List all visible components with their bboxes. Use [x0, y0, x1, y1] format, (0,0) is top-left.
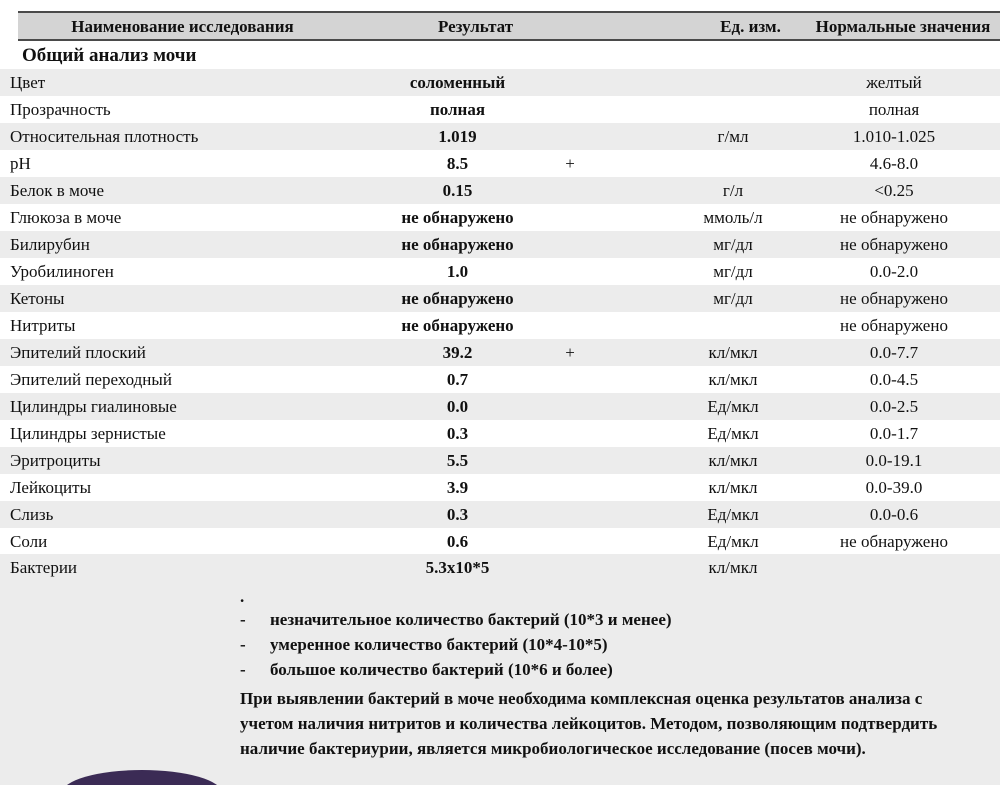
cell-name: Бактерии	[10, 558, 78, 577]
cell-name: Эритроциты	[10, 451, 101, 470]
cell-name: Лейкоциты	[10, 478, 91, 497]
note-paragraph: При выявлении бактерий в моче необходима комплексная оценка результатов анализа с учетом наличия нитритов и количества лейкоцитов. Методом, позволяющим подтвердить наличие бактериурии, является микробиологическое исследование (посев мочи).	[240, 689, 938, 758]
cell-result: 1.0	[446, 262, 469, 281]
table-row	[0, 474, 1000, 501]
cell-name: pH	[10, 154, 31, 173]
bullet-marker: -	[240, 660, 246, 679]
column-header-name: Наименование исследования	[71, 17, 294, 36]
list-item-label: большое количество бактерий (10*6 и более)	[270, 660, 613, 679]
cell-norm: 0.0-19.1	[865, 451, 923, 470]
cell-norm: 0.0-2.5	[869, 397, 919, 416]
cell-result: 0.0	[446, 397, 469, 416]
cell-norm: 4.6-8.0	[869, 154, 919, 173]
table-header-row	[18, 11, 1000, 41]
bacteria-note-block	[0, 554, 1000, 785]
table-row	[0, 528, 1000, 555]
cell-result: не обнаружено	[401, 316, 514, 335]
cell-name: Цилиндры зернистые	[10, 424, 166, 443]
cell-units: Ед/мкл	[707, 397, 759, 416]
cell-flag	[540, 447, 600, 474]
table-row	[0, 285, 1000, 312]
cell-result: 1.019	[438, 127, 477, 146]
table-row	[0, 150, 1000, 177]
table-row	[0, 96, 1000, 123]
cell-result: 0.7	[446, 370, 469, 389]
list-item	[240, 657, 980, 682]
note-leading-dot: .	[240, 587, 245, 606]
cell-name: Соли	[10, 532, 48, 551]
table-row	[0, 312, 1000, 339]
cell-norm: не обнаружено	[840, 208, 948, 227]
cell-units: кл/мкл	[708, 343, 758, 362]
cell-name: Нитриты	[10, 316, 76, 335]
cell-units: кл/мкл	[708, 558, 758, 577]
cell-norm: 0.0-1.7	[869, 424, 919, 443]
table-row	[0, 204, 1000, 231]
cell-norm: 1.010-1.025	[852, 127, 936, 146]
cell-result: 5.3x10*5	[425, 558, 490, 577]
cell-flag: +	[565, 343, 575, 362]
table-row	[0, 393, 1000, 420]
cell-units	[668, 312, 798, 339]
cell-flag	[540, 474, 600, 501]
cell-name: Белок в моче	[10, 181, 104, 200]
table-row	[0, 123, 1000, 150]
cell-flag	[540, 554, 600, 581]
table-row	[0, 501, 1000, 528]
section-title: Общий анализ мочи	[22, 45, 197, 66]
cell-flag	[540, 285, 600, 312]
cell-name: Цилиндры гиалиновые	[10, 397, 177, 416]
cell-norm: не обнаружено	[840, 289, 948, 308]
cell-result: 3.9	[446, 478, 469, 497]
bullet-marker: -	[240, 635, 246, 654]
cell-flag	[540, 69, 600, 96]
cell-norm: 0.0-4.5	[869, 370, 919, 389]
cell-result: 0.6	[446, 532, 469, 551]
cell-result: не обнаружено	[401, 208, 514, 227]
cell-name: Слизь	[10, 505, 54, 524]
table-row	[0, 258, 1000, 285]
cell-norm: 0.0-39.0	[865, 478, 923, 497]
cell-norm: желтый	[866, 73, 922, 92]
cell-flag	[540, 312, 600, 339]
cell-flag: +	[565, 154, 575, 173]
table-row	[0, 420, 1000, 447]
cell-norm: 0.0-0.6	[869, 505, 919, 524]
table-row-bacteria	[0, 554, 1000, 581]
cell-flag	[540, 366, 600, 393]
cell-flag	[540, 177, 600, 204]
cell-flag	[540, 420, 600, 447]
cell-units: г/мл	[717, 127, 749, 146]
cell-units: г/л	[722, 181, 744, 200]
cell-result: 39.2	[442, 343, 473, 362]
cell-units: мг/дл	[713, 235, 753, 254]
cell-units: Ед/мкл	[707, 532, 759, 551]
bacteria-level-list	[240, 607, 980, 682]
cell-flag	[540, 123, 600, 150]
list-item	[240, 632, 980, 657]
list-item-label: умеренное количество бактерий (10*4-10*5)	[270, 635, 608, 654]
cell-units: Ед/мкл	[707, 505, 759, 524]
cell-name: Цвет	[10, 73, 46, 92]
cell-units: мг/дл	[713, 289, 753, 308]
cell-units	[668, 69, 798, 96]
cell-name: Глюкоза в моче	[10, 208, 122, 227]
cell-result: 5.5	[446, 451, 469, 470]
cell-name: Уробилиноген	[10, 262, 114, 281]
column-header-norm: Нормальные значения	[815, 17, 991, 36]
table-row	[0, 69, 1000, 96]
cell-result: 0.3	[446, 505, 469, 524]
cell-norm: <0.25	[874, 181, 914, 200]
table-row	[0, 231, 1000, 258]
cell-units: ммоль/л	[703, 208, 763, 227]
cell-name: Прозрачность	[10, 100, 111, 119]
cell-result: 0.3	[446, 424, 469, 443]
cell-units	[668, 150, 798, 177]
cell-result: 0.15	[442, 181, 473, 200]
table-body	[0, 69, 1000, 581]
cell-name: Эпителий плоский	[10, 343, 146, 362]
cell-result: не обнаружено	[401, 235, 514, 254]
cell-name: Билирубин	[10, 235, 90, 254]
cell-result: не обнаружено	[401, 289, 514, 308]
cell-result: полная	[429, 100, 486, 119]
cell-units: Ед/мкл	[707, 424, 759, 443]
cell-flag	[540, 258, 600, 285]
table-row	[0, 339, 1000, 366]
list-item-label: незначительное количество бактерий (10*3 и менее)	[270, 610, 672, 629]
cell-result: 8.5	[446, 154, 469, 173]
cell-units	[668, 96, 798, 123]
cell-norm: не обнаружено	[840, 235, 948, 254]
column-header-result: Результат	[437, 17, 514, 36]
cell-flag	[540, 231, 600, 258]
cell-name: Кетоны	[10, 289, 65, 308]
cell-name: Эпителий переходный	[10, 370, 172, 389]
list-item	[240, 607, 980, 632]
cell-flag	[540, 204, 600, 231]
table-row	[0, 366, 1000, 393]
cell-units: кл/мкл	[708, 478, 758, 497]
cell-units: мг/дл	[713, 262, 753, 281]
cell-norm: 0.0-7.7	[869, 343, 919, 362]
cell-flag	[540, 393, 600, 420]
cell-name: Относительная плотность	[10, 127, 199, 146]
cell-units: кл/мкл	[708, 370, 758, 389]
cell-norm	[790, 554, 998, 581]
cell-norm: не обнаружено	[840, 532, 948, 551]
bullet-marker: -	[240, 610, 246, 629]
cell-units: кл/мкл	[708, 451, 758, 470]
cell-flag	[540, 528, 600, 555]
cell-norm: 0.0-2.0	[869, 262, 919, 281]
bacteria-interpretation-note	[240, 587, 980, 761]
cell-norm: полная	[868, 100, 920, 119]
cell-norm: не обнаружено	[840, 316, 948, 335]
cell-result: соломенный	[409, 73, 506, 92]
cell-flag	[540, 501, 600, 528]
cell-flag	[540, 96, 600, 123]
table-row	[0, 177, 1000, 204]
table-row	[0, 447, 1000, 474]
column-header-units: Ед. изм.	[720, 17, 781, 36]
